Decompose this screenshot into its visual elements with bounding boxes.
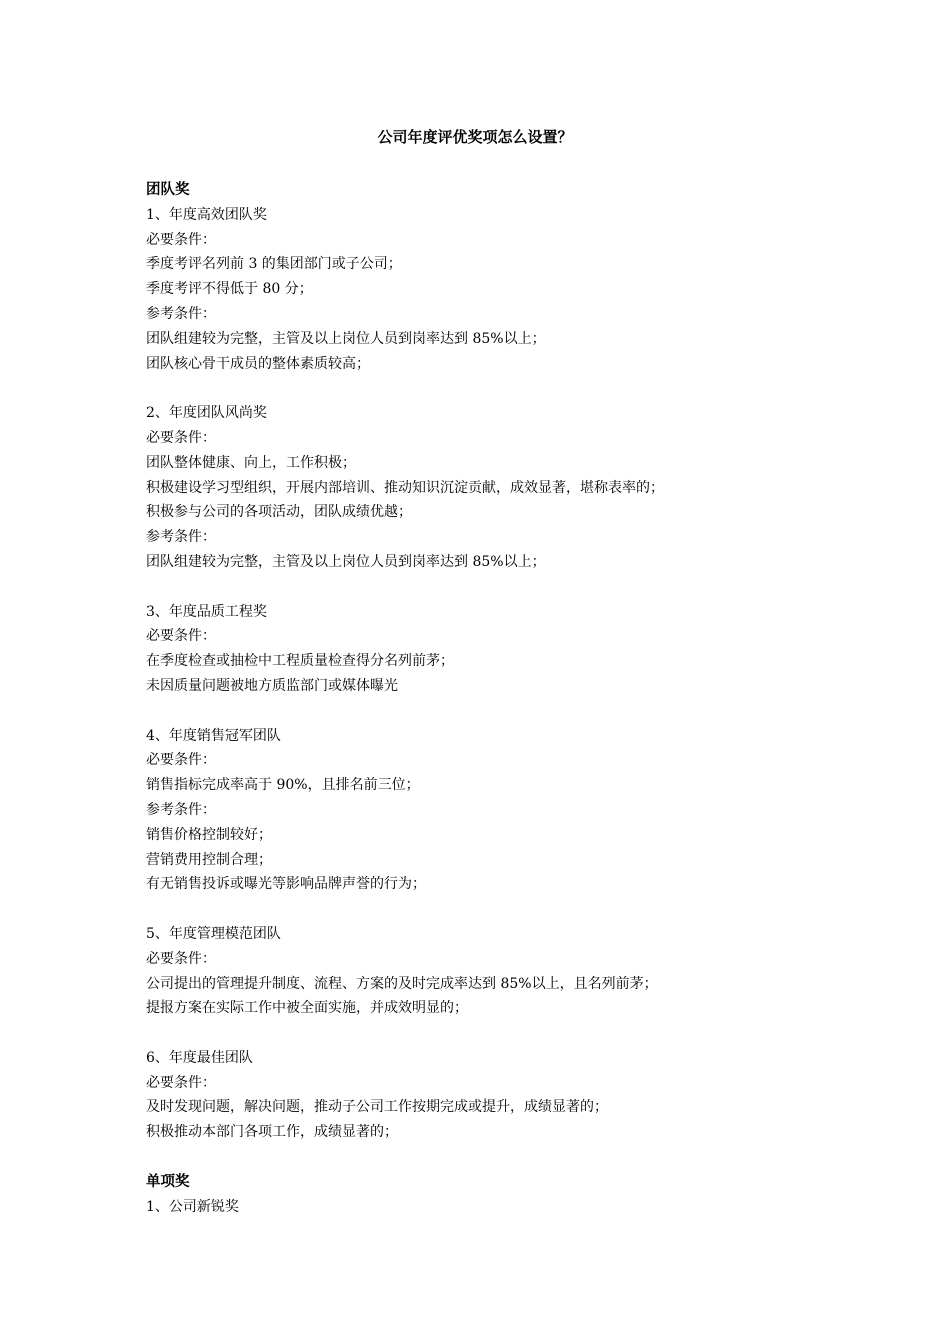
award-line: 有无销售投诉或曝光等影响品牌声誉的行为； <box>146 876 426 893</box>
award-line: 销售价格控制较好； <box>146 826 272 843</box>
award-line: 必要条件： <box>146 429 216 446</box>
award-line: 必要条件： <box>146 950 216 967</box>
award-line: 销售指标完成率高于 90%，且排名前三位； <box>146 777 420 794</box>
award-line: 公司提出的管理提升制度、流程、方案的及时完成率达到 85%以上，且名列前茅； <box>146 975 658 992</box>
award-line: 积极推动本部门各项工作，成绩显著的； <box>146 1124 398 1141</box>
paragraph-gap <box>146 376 826 401</box>
award-line: 参考条件： <box>146 305 216 322</box>
award-title: 5、年度管理模范团队 <box>146 925 281 942</box>
award-title: 2、年度团队风尚奖 <box>146 405 267 422</box>
award-line: 营销费用控制合理； <box>146 851 272 868</box>
award-line: 必要条件： <box>146 231 216 248</box>
paragraph-gap <box>146 1021 826 1046</box>
award-line: 团队整体健康、向上，工作积极； <box>146 454 356 471</box>
award-title: 3、年度品质工程奖 <box>146 603 267 620</box>
award-line: 必要条件： <box>146 752 216 769</box>
award-line: 参考条件： <box>146 801 216 818</box>
award-line: 季度考评名列前 3 的集团部门或子公司； <box>146 256 402 273</box>
award-line: 积极参与公司的各项活动，团队成绩优越； <box>146 504 412 521</box>
award-line: 积极建设学习型组织，开展内部培训、推动知识沉淀贡献，成效显著，堪称表率的； <box>146 479 664 496</box>
award-title: 6、年度最佳团队 <box>146 1049 253 1066</box>
paragraph-gap <box>146 1145 826 1170</box>
award-line: 必要条件： <box>146 1074 216 1091</box>
paragraph-gap <box>146 897 826 922</box>
paragraph-gap <box>146 699 826 724</box>
award-line: 团队组建较为完整，主管及以上岗位人员到岗率达到 85%以上； <box>146 553 546 570</box>
award-line: 及时发现问题，解决问题，推动子公司工作按期完成或提升，成绩显著的； <box>146 1099 608 1116</box>
award-line: 在季度检查或抽检中工程质量检查得分名列前茅； <box>146 653 454 670</box>
award-line: 团队组建较为完整，主管及以上岗位人员到岗率达到 85%以上； <box>146 330 546 347</box>
section-heading-individual: 单项奖 <box>146 1173 190 1190</box>
award-line: 提报方案在实际工作中被全面实施，并成效明显的； <box>146 1000 468 1017</box>
award-line: 参考条件： <box>146 529 216 546</box>
award-line: 团队核心骨干成员的整体素质较高； <box>146 355 370 372</box>
award-line: 必要条件： <box>146 628 216 645</box>
award-title: 1、公司新锐奖 <box>146 1198 239 1215</box>
award-title: 1、年度高效团队奖 <box>146 206 267 223</box>
document-body <box>146 178 826 1219</box>
award-line: 季度考评不得低于 80 分； <box>146 281 313 298</box>
page-title: 公司年度评优奖项怎么设置？ <box>377 128 573 146</box>
section-heading-team: 团队奖 <box>146 182 190 198</box>
award-line: 未因质量问题被地方质监部门或媒体曝光 <box>146 677 398 694</box>
paragraph-gap <box>146 575 826 600</box>
award-title: 4、年度销售冠军团队 <box>146 727 281 744</box>
